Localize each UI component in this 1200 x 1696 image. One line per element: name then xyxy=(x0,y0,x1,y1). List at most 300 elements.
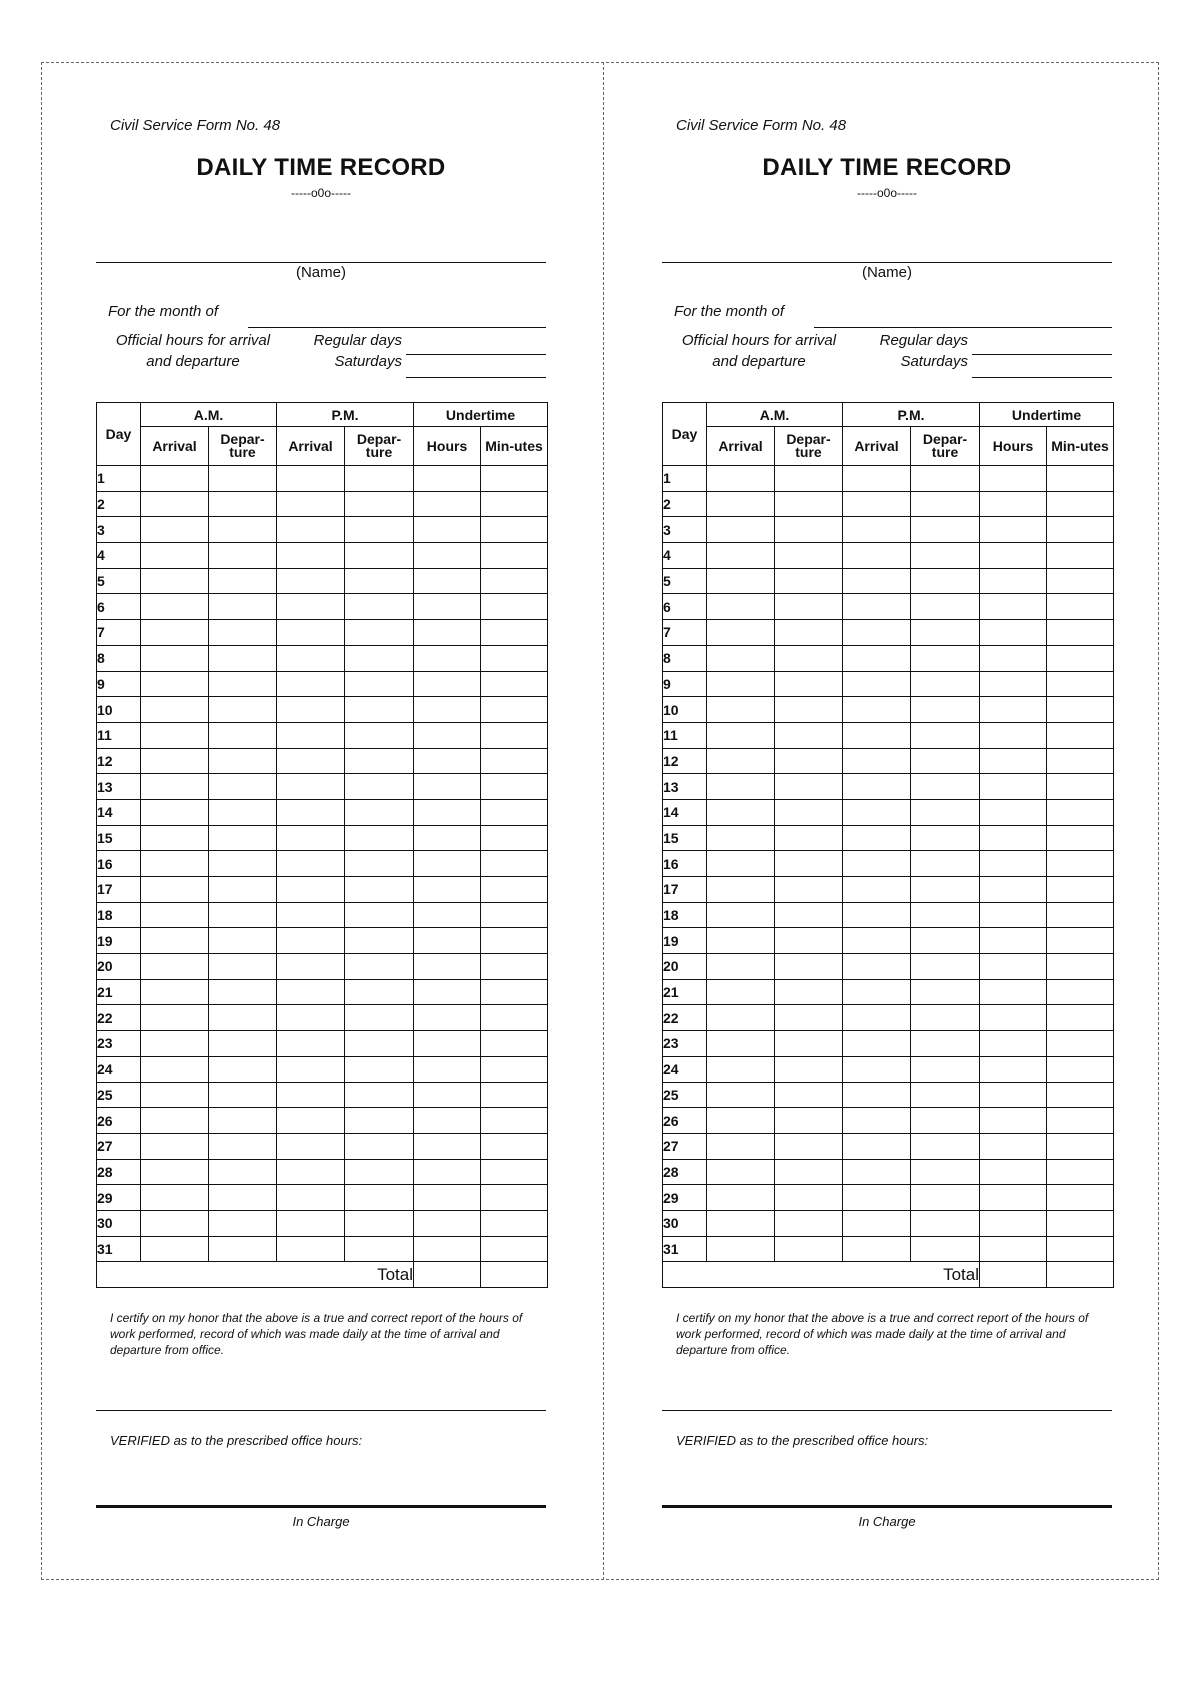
am-departure-cell[interactable] xyxy=(775,1005,843,1031)
am-arrival-cell[interactable] xyxy=(141,1108,209,1134)
am-arrival-cell[interactable] xyxy=(707,1108,775,1134)
undertime-hours-cell[interactable] xyxy=(414,697,481,723)
undertime-minutes-cell[interactable] xyxy=(481,466,548,492)
undertime-minutes-cell[interactable] xyxy=(1047,928,1114,954)
am-departure-cell[interactable] xyxy=(209,1108,277,1134)
am-departure-cell[interactable] xyxy=(775,1108,843,1134)
pm-arrival-cell[interactable] xyxy=(843,671,911,697)
pm-arrival-cell[interactable] xyxy=(277,697,345,723)
am-arrival-cell[interactable] xyxy=(707,774,775,800)
undertime-minutes-cell[interactable] xyxy=(481,620,548,646)
pm-departure-cell[interactable] xyxy=(345,774,414,800)
am-arrival-cell[interactable] xyxy=(707,1185,775,1211)
pm-departure-cell[interactable] xyxy=(345,748,414,774)
am-arrival-cell[interactable] xyxy=(141,697,209,723)
am-arrival-cell[interactable] xyxy=(141,877,209,903)
am-departure-cell[interactable] xyxy=(775,1133,843,1159)
am-departure-cell[interactable] xyxy=(209,1236,277,1262)
pm-departure-cell[interactable] xyxy=(345,1005,414,1031)
am-arrival-cell[interactable] xyxy=(141,722,209,748)
undertime-minutes-cell[interactable] xyxy=(481,1185,548,1211)
undertime-minutes-cell[interactable] xyxy=(1047,748,1114,774)
undertime-hours-cell[interactable] xyxy=(414,1236,481,1262)
undertime-hours-cell[interactable] xyxy=(414,851,481,877)
month-field[interactable] xyxy=(248,327,546,328)
am-departure-cell[interactable] xyxy=(209,594,277,620)
undertime-hours-cell[interactable] xyxy=(980,774,1047,800)
undertime-hours-cell[interactable] xyxy=(980,594,1047,620)
am-arrival-cell[interactable] xyxy=(707,543,775,569)
pm-departure-cell[interactable] xyxy=(911,902,980,928)
total-minutes-cell[interactable] xyxy=(481,1262,548,1288)
undertime-hours-cell[interactable] xyxy=(980,671,1047,697)
pm-arrival-cell[interactable] xyxy=(843,851,911,877)
total-minutes-cell[interactable] xyxy=(1047,1262,1114,1288)
am-arrival-cell[interactable] xyxy=(141,491,209,517)
am-arrival-cell[interactable] xyxy=(707,1210,775,1236)
pm-arrival-cell[interactable] xyxy=(843,543,911,569)
pm-departure-cell[interactable] xyxy=(911,722,980,748)
undertime-minutes-cell[interactable] xyxy=(1047,671,1114,697)
undertime-hours-cell[interactable] xyxy=(980,877,1047,903)
am-departure-cell[interactable] xyxy=(209,1005,277,1031)
pm-arrival-cell[interactable] xyxy=(277,748,345,774)
am-departure-cell[interactable] xyxy=(775,594,843,620)
pm-departure-cell[interactable] xyxy=(911,748,980,774)
pm-departure-cell[interactable] xyxy=(911,1185,980,1211)
pm-arrival-cell[interactable] xyxy=(843,466,911,492)
pm-departure-cell[interactable] xyxy=(345,1159,414,1185)
pm-arrival-cell[interactable] xyxy=(277,517,345,543)
pm-arrival-cell[interactable] xyxy=(843,1082,911,1108)
am-departure-cell[interactable] xyxy=(775,620,843,646)
am-arrival-cell[interactable] xyxy=(141,671,209,697)
pm-arrival-cell[interactable] xyxy=(277,1005,345,1031)
total-hours-cell[interactable] xyxy=(414,1262,481,1288)
am-departure-cell[interactable] xyxy=(775,928,843,954)
pm-departure-cell[interactable] xyxy=(345,1133,414,1159)
pm-arrival-cell[interactable] xyxy=(277,594,345,620)
undertime-minutes-cell[interactable] xyxy=(481,543,548,569)
pm-arrival-cell[interactable] xyxy=(277,954,345,980)
undertime-hours-cell[interactable] xyxy=(414,1185,481,1211)
undertime-minutes-cell[interactable] xyxy=(481,491,548,517)
pm-departure-cell[interactable] xyxy=(911,466,980,492)
am-departure-cell[interactable] xyxy=(209,671,277,697)
undertime-minutes-cell[interactable] xyxy=(481,928,548,954)
am-arrival-cell[interactable] xyxy=(707,671,775,697)
pm-departure-cell[interactable] xyxy=(911,1108,980,1134)
pm-arrival-cell[interactable] xyxy=(843,697,911,723)
undertime-hours-cell[interactable] xyxy=(414,517,481,543)
pm-departure-cell[interactable] xyxy=(345,1210,414,1236)
undertime-hours-cell[interactable] xyxy=(414,543,481,569)
am-departure-cell[interactable] xyxy=(209,877,277,903)
name-field[interactable] xyxy=(96,262,546,263)
pm-arrival-cell[interactable] xyxy=(843,491,911,517)
am-departure-cell[interactable] xyxy=(775,1082,843,1108)
am-departure-cell[interactable] xyxy=(209,954,277,980)
am-departure-cell[interactable] xyxy=(775,1236,843,1262)
undertime-minutes-cell[interactable] xyxy=(1047,1185,1114,1211)
pm-departure-cell[interactable] xyxy=(345,851,414,877)
undertime-hours-cell[interactable] xyxy=(980,517,1047,543)
pm-arrival-cell[interactable] xyxy=(277,1159,345,1185)
undertime-minutes-cell[interactable] xyxy=(481,1082,548,1108)
employee-signature-line[interactable] xyxy=(662,1410,1112,1411)
pm-departure-cell[interactable] xyxy=(345,902,414,928)
undertime-minutes-cell[interactable] xyxy=(1047,799,1114,825)
pm-departure-cell[interactable] xyxy=(911,774,980,800)
pm-departure-cell[interactable] xyxy=(345,517,414,543)
undertime-minutes-cell[interactable] xyxy=(481,1005,548,1031)
undertime-minutes-cell[interactable] xyxy=(1047,645,1114,671)
am-departure-cell[interactable] xyxy=(209,543,277,569)
undertime-minutes-cell[interactable] xyxy=(481,979,548,1005)
am-departure-cell[interactable] xyxy=(775,543,843,569)
undertime-hours-cell[interactable] xyxy=(980,620,1047,646)
am-departure-cell[interactable] xyxy=(775,466,843,492)
am-departure-cell[interactable] xyxy=(209,902,277,928)
pm-departure-cell[interactable] xyxy=(911,620,980,646)
pm-departure-cell[interactable] xyxy=(345,799,414,825)
undertime-minutes-cell[interactable] xyxy=(1047,466,1114,492)
pm-departure-cell[interactable] xyxy=(345,1056,414,1082)
undertime-hours-cell[interactable] xyxy=(414,491,481,517)
pm-arrival-cell[interactable] xyxy=(843,722,911,748)
am-departure-cell[interactable] xyxy=(775,877,843,903)
undertime-hours-cell[interactable] xyxy=(980,928,1047,954)
undertime-minutes-cell[interactable] xyxy=(1047,825,1114,851)
am-departure-cell[interactable] xyxy=(775,851,843,877)
am-arrival-cell[interactable] xyxy=(141,568,209,594)
pm-arrival-cell[interactable] xyxy=(843,1031,911,1057)
pm-arrival-cell[interactable] xyxy=(843,954,911,980)
pm-departure-cell[interactable] xyxy=(911,671,980,697)
pm-arrival-cell[interactable] xyxy=(277,799,345,825)
pm-departure-cell[interactable] xyxy=(911,645,980,671)
am-arrival-cell[interactable] xyxy=(141,902,209,928)
undertime-hours-cell[interactable] xyxy=(414,825,481,851)
am-arrival-cell[interactable] xyxy=(707,1005,775,1031)
pm-arrival-cell[interactable] xyxy=(277,543,345,569)
pm-arrival-cell[interactable] xyxy=(843,645,911,671)
am-arrival-cell[interactable] xyxy=(141,748,209,774)
undertime-hours-cell[interactable] xyxy=(414,568,481,594)
am-departure-cell[interactable] xyxy=(775,748,843,774)
undertime-minutes-cell[interactable] xyxy=(1047,774,1114,800)
pm-arrival-cell[interactable] xyxy=(843,877,911,903)
pm-arrival-cell[interactable] xyxy=(843,1108,911,1134)
undertime-hours-cell[interactable] xyxy=(414,1056,481,1082)
undertime-minutes-cell[interactable] xyxy=(1047,1031,1114,1057)
pm-departure-cell[interactable] xyxy=(345,466,414,492)
pm-departure-cell[interactable] xyxy=(911,979,980,1005)
am-departure-cell[interactable] xyxy=(209,1159,277,1185)
saturdays-field[interactable] xyxy=(406,377,546,378)
undertime-hours-cell[interactable] xyxy=(414,1133,481,1159)
undertime-minutes-cell[interactable] xyxy=(481,517,548,543)
am-departure-cell[interactable] xyxy=(209,517,277,543)
pm-departure-cell[interactable] xyxy=(911,799,980,825)
undertime-hours-cell[interactable] xyxy=(414,671,481,697)
pm-arrival-cell[interactable] xyxy=(277,491,345,517)
undertime-minutes-cell[interactable] xyxy=(1047,1082,1114,1108)
am-arrival-cell[interactable] xyxy=(707,517,775,543)
pm-arrival-cell[interactable] xyxy=(277,722,345,748)
undertime-hours-cell[interactable] xyxy=(980,1210,1047,1236)
pm-departure-cell[interactable] xyxy=(345,1082,414,1108)
undertime-hours-cell[interactable] xyxy=(414,466,481,492)
am-departure-cell[interactable] xyxy=(209,466,277,492)
undertime-hours-cell[interactable] xyxy=(980,902,1047,928)
saturdays-field[interactable] xyxy=(972,377,1112,378)
undertime-minutes-cell[interactable] xyxy=(481,1056,548,1082)
am-arrival-cell[interactable] xyxy=(141,1056,209,1082)
undertime-minutes-cell[interactable] xyxy=(481,645,548,671)
am-departure-cell[interactable] xyxy=(209,1133,277,1159)
undertime-hours-cell[interactable] xyxy=(414,722,481,748)
am-departure-cell[interactable] xyxy=(209,620,277,646)
undertime-hours-cell[interactable] xyxy=(980,799,1047,825)
am-departure-cell[interactable] xyxy=(209,491,277,517)
am-arrival-cell[interactable] xyxy=(707,1082,775,1108)
am-arrival-cell[interactable] xyxy=(707,902,775,928)
pm-departure-cell[interactable] xyxy=(345,594,414,620)
pm-arrival-cell[interactable] xyxy=(843,979,911,1005)
am-arrival-cell[interactable] xyxy=(141,1236,209,1262)
pm-departure-cell[interactable] xyxy=(911,877,980,903)
undertime-minutes-cell[interactable] xyxy=(1047,902,1114,928)
am-arrival-cell[interactable] xyxy=(141,620,209,646)
am-arrival-cell[interactable] xyxy=(707,979,775,1005)
pm-departure-cell[interactable] xyxy=(345,697,414,723)
pm-departure-cell[interactable] xyxy=(911,1031,980,1057)
am-arrival-cell[interactable] xyxy=(707,954,775,980)
am-departure-cell[interactable] xyxy=(209,1185,277,1211)
pm-departure-cell[interactable] xyxy=(345,620,414,646)
undertime-minutes-cell[interactable] xyxy=(1047,979,1114,1005)
pm-departure-cell[interactable] xyxy=(345,543,414,569)
pm-departure-cell[interactable] xyxy=(911,1133,980,1159)
undertime-hours-cell[interactable] xyxy=(414,979,481,1005)
pm-arrival-cell[interactable] xyxy=(843,1210,911,1236)
undertime-hours-cell[interactable] xyxy=(980,825,1047,851)
undertime-hours-cell[interactable] xyxy=(414,799,481,825)
am-departure-cell[interactable] xyxy=(775,1159,843,1185)
undertime-hours-cell[interactable] xyxy=(414,1159,481,1185)
am-departure-cell[interactable] xyxy=(775,774,843,800)
pm-arrival-cell[interactable] xyxy=(843,1056,911,1082)
am-departure-cell[interactable] xyxy=(209,979,277,1005)
am-arrival-cell[interactable] xyxy=(707,1056,775,1082)
pm-arrival-cell[interactable] xyxy=(843,594,911,620)
pm-arrival-cell[interactable] xyxy=(843,568,911,594)
am-arrival-cell[interactable] xyxy=(707,851,775,877)
regular-days-field[interactable] xyxy=(972,354,1112,355)
undertime-hours-cell[interactable] xyxy=(980,543,1047,569)
undertime-hours-cell[interactable] xyxy=(980,466,1047,492)
pm-arrival-cell[interactable] xyxy=(277,1210,345,1236)
pm-arrival-cell[interactable] xyxy=(843,1133,911,1159)
total-hours-cell[interactable] xyxy=(980,1262,1047,1288)
undertime-hours-cell[interactable] xyxy=(414,902,481,928)
am-arrival-cell[interactable] xyxy=(707,645,775,671)
pm-arrival-cell[interactable] xyxy=(843,825,911,851)
undertime-hours-cell[interactable] xyxy=(980,568,1047,594)
undertime-hours-cell[interactable] xyxy=(980,748,1047,774)
pm-departure-cell[interactable] xyxy=(911,954,980,980)
undertime-hours-cell[interactable] xyxy=(980,1031,1047,1057)
am-arrival-cell[interactable] xyxy=(141,979,209,1005)
pm-departure-cell[interactable] xyxy=(911,851,980,877)
in-charge-signature-line[interactable] xyxy=(96,1505,546,1508)
am-arrival-cell[interactable] xyxy=(707,1236,775,1262)
pm-arrival-cell[interactable] xyxy=(843,1159,911,1185)
pm-arrival-cell[interactable] xyxy=(277,774,345,800)
am-departure-cell[interactable] xyxy=(775,722,843,748)
am-arrival-cell[interactable] xyxy=(707,722,775,748)
am-arrival-cell[interactable] xyxy=(707,748,775,774)
am-departure-cell[interactable] xyxy=(775,645,843,671)
undertime-minutes-cell[interactable] xyxy=(1047,1056,1114,1082)
am-departure-cell[interactable] xyxy=(209,825,277,851)
am-arrival-cell[interactable] xyxy=(707,825,775,851)
pm-departure-cell[interactable] xyxy=(345,645,414,671)
am-arrival-cell[interactable] xyxy=(141,1159,209,1185)
pm-arrival-cell[interactable] xyxy=(277,620,345,646)
undertime-minutes-cell[interactable] xyxy=(481,1133,548,1159)
undertime-minutes-cell[interactable] xyxy=(1047,954,1114,980)
pm-departure-cell[interactable] xyxy=(911,825,980,851)
am-departure-cell[interactable] xyxy=(775,1185,843,1211)
am-arrival-cell[interactable] xyxy=(141,1005,209,1031)
pm-departure-cell[interactable] xyxy=(345,954,414,980)
undertime-hours-cell[interactable] xyxy=(980,491,1047,517)
undertime-minutes-cell[interactable] xyxy=(481,902,548,928)
am-arrival-cell[interactable] xyxy=(141,1185,209,1211)
am-departure-cell[interactable] xyxy=(209,1210,277,1236)
undertime-minutes-cell[interactable] xyxy=(481,825,548,851)
undertime-minutes-cell[interactable] xyxy=(1047,877,1114,903)
am-departure-cell[interactable] xyxy=(209,697,277,723)
am-departure-cell[interactable] xyxy=(209,799,277,825)
pm-arrival-cell[interactable] xyxy=(843,1185,911,1211)
am-departure-cell[interactable] xyxy=(209,1031,277,1057)
name-field[interactable] xyxy=(662,262,1112,263)
undertime-minutes-cell[interactable] xyxy=(481,748,548,774)
am-departure-cell[interactable] xyxy=(209,1056,277,1082)
am-arrival-cell[interactable] xyxy=(141,1031,209,1057)
pm-departure-cell[interactable] xyxy=(911,1005,980,1031)
am-arrival-cell[interactable] xyxy=(141,645,209,671)
undertime-minutes-cell[interactable] xyxy=(481,1210,548,1236)
am-arrival-cell[interactable] xyxy=(141,774,209,800)
regular-days-field[interactable] xyxy=(406,354,546,355)
undertime-minutes-cell[interactable] xyxy=(481,594,548,620)
undertime-hours-cell[interactable] xyxy=(980,1236,1047,1262)
in-charge-signature-line[interactable] xyxy=(662,1505,1112,1508)
pm-arrival-cell[interactable] xyxy=(277,1133,345,1159)
undertime-hours-cell[interactable] xyxy=(980,954,1047,980)
am-arrival-cell[interactable] xyxy=(141,466,209,492)
pm-arrival-cell[interactable] xyxy=(277,1056,345,1082)
undertime-hours-cell[interactable] xyxy=(414,645,481,671)
pm-departure-cell[interactable] xyxy=(345,1236,414,1262)
pm-arrival-cell[interactable] xyxy=(277,877,345,903)
undertime-minutes-cell[interactable] xyxy=(481,1031,548,1057)
undertime-hours-cell[interactable] xyxy=(980,1159,1047,1185)
am-departure-cell[interactable] xyxy=(775,1031,843,1057)
am-arrival-cell[interactable] xyxy=(707,697,775,723)
pm-arrival-cell[interactable] xyxy=(843,928,911,954)
undertime-minutes-cell[interactable] xyxy=(481,722,548,748)
am-departure-cell[interactable] xyxy=(775,568,843,594)
undertime-hours-cell[interactable] xyxy=(980,979,1047,1005)
pm-arrival-cell[interactable] xyxy=(843,1005,911,1031)
am-arrival-cell[interactable] xyxy=(141,1210,209,1236)
am-departure-cell[interactable] xyxy=(209,722,277,748)
undertime-minutes-cell[interactable] xyxy=(481,1108,548,1134)
undertime-minutes-cell[interactable] xyxy=(481,697,548,723)
pm-arrival-cell[interactable] xyxy=(843,620,911,646)
am-departure-cell[interactable] xyxy=(209,774,277,800)
pm-departure-cell[interactable] xyxy=(911,543,980,569)
undertime-minutes-cell[interactable] xyxy=(481,799,548,825)
pm-arrival-cell[interactable] xyxy=(843,799,911,825)
pm-arrival-cell[interactable] xyxy=(277,466,345,492)
undertime-hours-cell[interactable] xyxy=(414,1082,481,1108)
am-arrival-cell[interactable] xyxy=(141,1133,209,1159)
undertime-minutes-cell[interactable] xyxy=(481,1236,548,1262)
am-departure-cell[interactable] xyxy=(775,697,843,723)
undertime-minutes-cell[interactable] xyxy=(1047,1210,1114,1236)
am-arrival-cell[interactable] xyxy=(707,877,775,903)
am-departure-cell[interactable] xyxy=(209,568,277,594)
undertime-minutes-cell[interactable] xyxy=(1047,543,1114,569)
undertime-hours-cell[interactable] xyxy=(414,1031,481,1057)
am-departure-cell[interactable] xyxy=(775,491,843,517)
pm-arrival-cell[interactable] xyxy=(843,774,911,800)
undertime-minutes-cell[interactable] xyxy=(1047,517,1114,543)
pm-arrival-cell[interactable] xyxy=(843,902,911,928)
month-field[interactable] xyxy=(814,327,1112,328)
am-arrival-cell[interactable] xyxy=(141,517,209,543)
pm-departure-cell[interactable] xyxy=(345,825,414,851)
undertime-minutes-cell[interactable] xyxy=(1047,491,1114,517)
am-departure-cell[interactable] xyxy=(209,851,277,877)
undertime-hours-cell[interactable] xyxy=(980,1056,1047,1082)
undertime-hours-cell[interactable] xyxy=(414,954,481,980)
undertime-minutes-cell[interactable] xyxy=(1047,594,1114,620)
undertime-hours-cell[interactable] xyxy=(980,1133,1047,1159)
undertime-hours-cell[interactable] xyxy=(414,1108,481,1134)
am-departure-cell[interactable] xyxy=(775,902,843,928)
am-arrival-cell[interactable] xyxy=(141,1082,209,1108)
employee-signature-line[interactable] xyxy=(96,1410,546,1411)
undertime-minutes-cell[interactable] xyxy=(1047,620,1114,646)
am-departure-cell[interactable] xyxy=(775,799,843,825)
pm-arrival-cell[interactable] xyxy=(277,979,345,1005)
undertime-hours-cell[interactable] xyxy=(414,620,481,646)
am-arrival-cell[interactable] xyxy=(141,954,209,980)
am-departure-cell[interactable] xyxy=(775,954,843,980)
undertime-hours-cell[interactable] xyxy=(980,1185,1047,1211)
pm-arrival-cell[interactable] xyxy=(277,1082,345,1108)
pm-arrival-cell[interactable] xyxy=(843,517,911,543)
undertime-hours-cell[interactable] xyxy=(414,928,481,954)
pm-departure-cell[interactable] xyxy=(345,877,414,903)
